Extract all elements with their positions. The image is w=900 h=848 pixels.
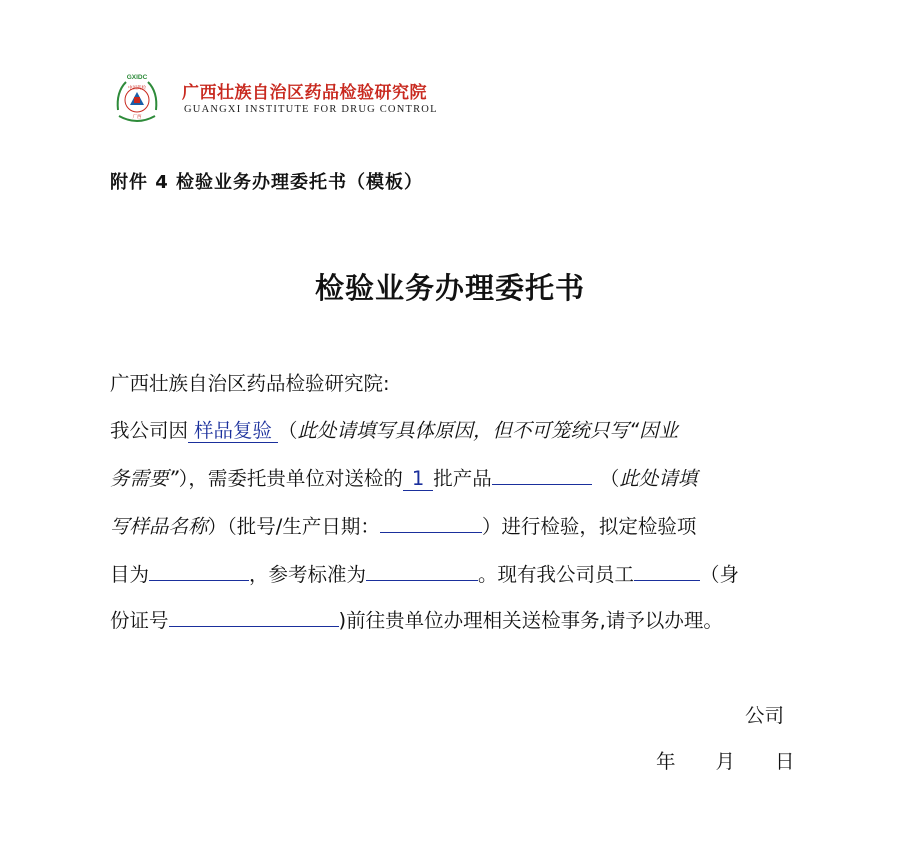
logo-mid-text: 中国药检 (128, 86, 146, 91)
attachment-heading: 附件 4 检验业务办理委托书（模板） (110, 172, 424, 193)
product-field[interactable] (492, 466, 592, 485)
text: ），需委托贵单位对送检的 (178, 467, 403, 490)
product-note-cont: 写样品名称 (110, 515, 208, 538)
text: )前往贵单位办理相关送检事务,请予以办理。 (338, 609, 723, 632)
test-items-field[interactable] (149, 562, 249, 581)
signature-company: 公司 (745, 704, 785, 727)
text: （ (278, 419, 298, 442)
text: 目为 (110, 563, 150, 586)
date-day: 日 (775, 750, 795, 773)
addressee: 广西壮族自治区药品检验研究院: (110, 372, 390, 395)
text: ）进行检验，拟定检验项 (481, 515, 697, 538)
text: （ (599, 467, 620, 490)
document-title: 检验业务办理委托书 (314, 271, 585, 305)
text: 批产品 (433, 467, 492, 490)
batch-count-field[interactable]: 1 (403, 467, 433, 491)
text: 。现有我公司员工 (478, 563, 635, 586)
employee-field[interactable] (634, 562, 700, 581)
reason-note: 此处请填写具体原因，但不可笼统只写“因业 (297, 419, 679, 442)
org-name-en: GUANGXI INSTITUTE FOR DRUG CONTROL (184, 104, 438, 115)
text: （身 (700, 563, 740, 586)
product-note: 此处请填 (619, 467, 698, 490)
reason-note-cont: 务需要” (110, 467, 179, 490)
body-line-3 (110, 466, 697, 492)
org-name-cn: 广西壮族自治区药品检验研究院 (182, 83, 427, 103)
addressee-line (110, 371, 390, 397)
text: 份证号 (110, 609, 169, 632)
text: 我公司因 (110, 419, 189, 442)
standard-field[interactable] (366, 562, 478, 581)
text: ）（批号/生产日期： (207, 515, 380, 538)
body-line-6 (110, 608, 723, 634)
institute-logo (112, 70, 162, 126)
body-line-5 (110, 562, 739, 588)
signature-date (656, 746, 795, 774)
reason-field[interactable]: 样品复验 (188, 419, 278, 443)
text: ，参考标准为 (249, 563, 367, 586)
body-line-2 (110, 418, 678, 444)
id-number-field[interactable] (169, 608, 339, 627)
date-year: 年 (656, 750, 676, 773)
date-month: 月 (715, 750, 736, 773)
batch-date-field[interactable] (380, 514, 482, 533)
body-line-4 (110, 514, 696, 540)
logo-top-text: GXIDC (126, 74, 148, 81)
logo-bottom-text: 广西 (132, 115, 142, 120)
